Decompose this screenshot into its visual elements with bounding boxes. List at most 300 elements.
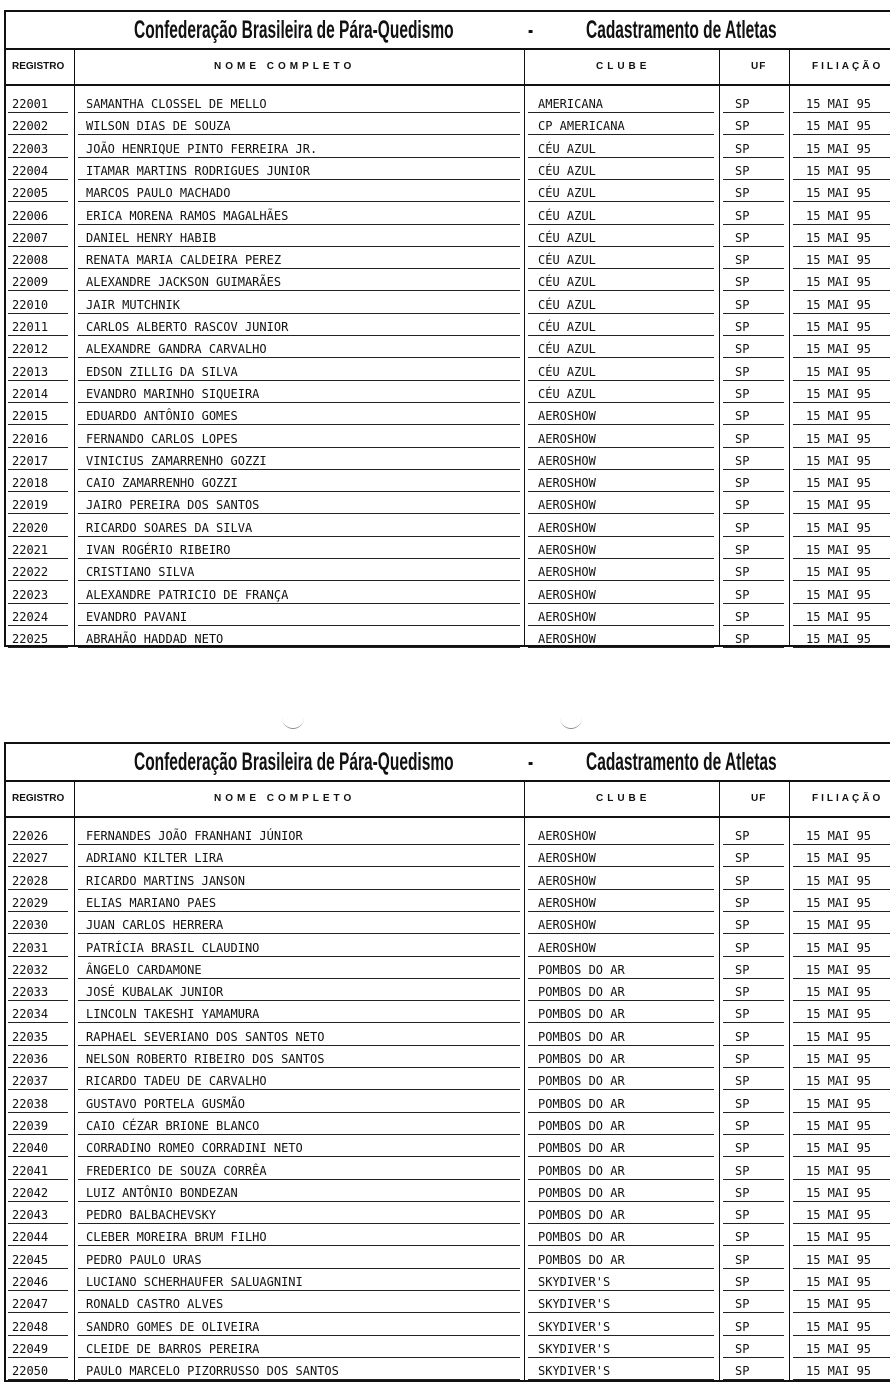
cell-registro: 22010 bbox=[12, 297, 49, 312]
table-row bbox=[6, 404, 890, 426]
cell-filiacao: 15 MAI 95 bbox=[806, 587, 872, 602]
cell-nome: GUSTAVO PORTELA GUSMÃO bbox=[86, 1096, 245, 1111]
row-underline bbox=[528, 1268, 714, 1269]
row-underline bbox=[528, 1379, 714, 1380]
row-underline bbox=[793, 357, 890, 358]
row-underline bbox=[78, 335, 520, 336]
row-underline bbox=[528, 1022, 714, 1023]
table-row bbox=[6, 1181, 890, 1203]
cell-clube: AEROSHOW bbox=[538, 609, 596, 624]
row-underline bbox=[793, 1134, 890, 1135]
cell-filiacao: 15 MAI 95 bbox=[806, 1185, 872, 1200]
cell-filiacao: 15 MAI 95 bbox=[806, 1052, 872, 1066]
row-underline bbox=[528, 911, 714, 912]
row-underline bbox=[8, 889, 68, 890]
header-clube: CLUBE bbox=[596, 793, 651, 804]
row-underline bbox=[793, 1223, 890, 1224]
cell-filiacao: 15 MAI 95 bbox=[806, 1118, 872, 1133]
table-row bbox=[6, 337, 890, 359]
row-underline bbox=[528, 290, 714, 291]
cell-filiacao: 15 MAI 95 bbox=[806, 275, 872, 290]
cell-nome: EVANDRO PAVANI bbox=[86, 609, 188, 624]
row-underline bbox=[528, 1223, 714, 1224]
sheet-title bbox=[6, 744, 890, 782]
header-nome: NOME COMPLETO bbox=[214, 793, 356, 804]
cell-uf: SP bbox=[735, 1297, 750, 1312]
cell-clube: POMBOS DO AR bbox=[538, 1141, 625, 1156]
cell-registro: 22040 bbox=[12, 1141, 49, 1156]
header-nome: NOME COMPLETO bbox=[214, 61, 356, 72]
cell-uf: SP bbox=[735, 1052, 750, 1066]
cell-registro: 22034 bbox=[12, 1007, 49, 1022]
cell-nome: PAULO MARCELO PIZORRUSSO DOS SANTOS bbox=[86, 1364, 339, 1379]
table-row bbox=[6, 114, 890, 136]
row-underline bbox=[793, 1201, 890, 1202]
row-underline bbox=[793, 1268, 890, 1269]
cell-registro: 22030 bbox=[12, 918, 49, 933]
row-underline bbox=[723, 1067, 784, 1068]
cell-uf: SP bbox=[735, 1118, 750, 1133]
cell-nome: FERNANDES JOÃO FRANHANI JÚNIOR bbox=[86, 829, 303, 843]
cell-uf: SP bbox=[735, 918, 750, 933]
table-row bbox=[6, 627, 890, 649]
cell-nome: ALEXANDRE PATRICIO DE FRANÇA bbox=[86, 587, 289, 602]
cell-clube: POMBOS DO AR bbox=[538, 1163, 625, 1178]
cell-clube: AEROSHOW bbox=[538, 829, 596, 843]
row-underline bbox=[78, 1089, 520, 1090]
row-underline bbox=[723, 1290, 784, 1291]
row-underline bbox=[793, 201, 890, 202]
row-underline bbox=[793, 179, 890, 180]
row-underline bbox=[528, 402, 714, 403]
cell-nome: CLEIDE DE BARROS PEREIRA bbox=[86, 1341, 260, 1356]
row-underline bbox=[723, 157, 784, 158]
row-underline bbox=[78, 1335, 520, 1336]
cell-filiacao: 15 MAI 95 bbox=[806, 409, 872, 424]
cell-uf: SP bbox=[735, 1007, 750, 1022]
cell-nome: SAMANTHA CLOSSEL DE MELLO bbox=[86, 97, 267, 111]
row-underline bbox=[8, 1290, 68, 1291]
cell-nome: ELIAS MARIANO PAES bbox=[86, 895, 217, 910]
cell-registro: 22018 bbox=[12, 476, 49, 491]
row-underline bbox=[793, 536, 890, 537]
cell-filiacao: 15 MAI 95 bbox=[806, 895, 872, 910]
cell-nome: MARCOS PAULO MACHADO bbox=[86, 186, 231, 201]
row-underline bbox=[78, 844, 520, 845]
cell-filiacao: 15 MAI 95 bbox=[806, 297, 872, 312]
cell-clube: AEROSHOW bbox=[538, 873, 596, 888]
row-underline bbox=[78, 513, 520, 514]
row-underline bbox=[78, 558, 520, 559]
row-underline bbox=[793, 1112, 890, 1113]
cell-nome: RONALD CASTRO ALVES bbox=[86, 1297, 224, 1312]
row-underline bbox=[793, 558, 890, 559]
cell-clube: CÉU AZUL bbox=[538, 253, 596, 268]
table-row bbox=[6, 181, 890, 203]
row-underline bbox=[8, 179, 68, 180]
cell-clube: CÉU AZUL bbox=[538, 320, 596, 334]
cell-filiacao: 15 MAI 95 bbox=[806, 1029, 872, 1044]
cell-clube: CÉU AZUL bbox=[538, 364, 596, 379]
row-underline bbox=[78, 313, 520, 314]
row-underline bbox=[78, 1245, 520, 1246]
cell-filiacao: 15 MAI 95 bbox=[806, 1341, 872, 1356]
row-underline bbox=[528, 956, 714, 957]
row-underline bbox=[793, 933, 890, 934]
row-underline bbox=[723, 246, 784, 247]
title-registration: Cadastramento de Atletas bbox=[586, 16, 777, 44]
table-row bbox=[6, 605, 890, 627]
row-underline bbox=[8, 1357, 68, 1358]
row-underline bbox=[78, 447, 520, 448]
row-underline bbox=[8, 1268, 68, 1269]
row-underline bbox=[8, 112, 68, 113]
row-underline bbox=[793, 1179, 890, 1180]
cell-registro: 22007 bbox=[12, 230, 49, 245]
cell-filiacao: 15 MAI 95 bbox=[806, 141, 872, 156]
cell-uf: SP bbox=[735, 364, 750, 379]
row-underline bbox=[528, 1201, 714, 1202]
row-underline bbox=[528, 246, 714, 247]
row-underline bbox=[8, 647, 68, 648]
cell-registro: 22027 bbox=[12, 851, 49, 866]
row-underline bbox=[8, 603, 68, 604]
punch-hole-mark bbox=[282, 716, 304, 729]
cell-uf: SP bbox=[735, 962, 750, 977]
row-underline bbox=[723, 1223, 784, 1224]
cell-filiacao: 15 MAI 95 bbox=[806, 918, 872, 933]
column-headers bbox=[6, 50, 890, 86]
cell-uf: SP bbox=[735, 141, 750, 156]
row-underline bbox=[723, 1045, 784, 1046]
cell-clube: AEROSHOW bbox=[538, 498, 596, 513]
cell-uf: SP bbox=[735, 1341, 750, 1356]
table-row bbox=[6, 1092, 890, 1114]
cell-filiacao: 15 MAI 95 bbox=[806, 1230, 872, 1245]
cell-clube: AEROSHOW bbox=[538, 476, 596, 491]
row-underline bbox=[8, 536, 68, 537]
cell-clube: POMBOS DO AR bbox=[538, 1074, 625, 1089]
row-underline bbox=[793, 290, 890, 291]
row-underline bbox=[528, 1179, 714, 1180]
cell-registro: 22015 bbox=[12, 409, 49, 424]
cell-registro: 22023 bbox=[12, 587, 49, 602]
cell-nome: JAIRO PEREIRA DOS SANTOS bbox=[86, 498, 260, 513]
row-underline bbox=[8, 1223, 68, 1224]
row-underline bbox=[723, 866, 784, 867]
table-row bbox=[6, 869, 890, 891]
row-underline bbox=[8, 134, 68, 135]
table-row bbox=[6, 936, 890, 958]
row-underline bbox=[723, 290, 784, 291]
cell-registro: 22045 bbox=[12, 1252, 49, 1267]
row-underline bbox=[78, 1290, 520, 1291]
row-underline bbox=[723, 911, 784, 912]
cell-uf: SP bbox=[735, 186, 750, 201]
cell-clube: AEROSHOW bbox=[538, 587, 596, 602]
cell-filiacao: 15 MAI 95 bbox=[806, 498, 872, 513]
cell-uf: SP bbox=[735, 1074, 750, 1089]
row-underline bbox=[8, 357, 68, 358]
row-underline bbox=[8, 513, 68, 514]
cell-filiacao: 15 MAI 95 bbox=[806, 364, 872, 379]
row-underline bbox=[723, 558, 784, 559]
row-underline bbox=[8, 866, 68, 867]
title-registration: Cadastramento de Atletas bbox=[586, 748, 777, 776]
row-underline bbox=[793, 1089, 890, 1090]
table-row bbox=[6, 1069, 890, 1091]
row-underline bbox=[793, 246, 890, 247]
row-underline bbox=[528, 1312, 714, 1313]
cell-nome: LUCIANO SCHERHAUFER SALUAGNINI bbox=[86, 1275, 303, 1289]
row-underline bbox=[8, 246, 68, 247]
cell-nome: FERNANDO CARLOS LOPES bbox=[86, 431, 238, 446]
cell-filiacao: 15 MAI 95 bbox=[806, 1096, 872, 1111]
cell-uf: SP bbox=[735, 386, 750, 401]
cell-filiacao: 15 MAI 95 bbox=[806, 1319, 872, 1334]
cell-filiacao: 15 MAI 95 bbox=[806, 320, 872, 334]
row-underline bbox=[78, 112, 520, 113]
header-registro: REGISTRO bbox=[12, 61, 65, 72]
cell-uf: SP bbox=[735, 940, 750, 955]
row-underline bbox=[8, 402, 68, 403]
cell-registro: 22038 bbox=[12, 1096, 49, 1111]
row-underline bbox=[78, 201, 520, 202]
row-underline bbox=[723, 134, 784, 135]
cell-clube: AEROSHOW bbox=[538, 409, 596, 424]
cell-clube: AEROSHOW bbox=[538, 940, 596, 955]
row-underline bbox=[78, 933, 520, 934]
row-underline bbox=[793, 1357, 890, 1358]
cell-uf: SP bbox=[735, 543, 750, 557]
row-underline bbox=[723, 647, 784, 648]
row-underline bbox=[528, 157, 714, 158]
cell-nome: ÂNGELO CARDAMONE bbox=[86, 962, 202, 977]
cell-nome: ERICA MORENA RAMOS MAGALHÃES bbox=[86, 208, 289, 223]
row-underline bbox=[793, 157, 890, 158]
cell-nome: DANIEL HENRY HABIB bbox=[86, 230, 217, 245]
row-underline bbox=[723, 313, 784, 314]
cell-clube: POMBOS DO AR bbox=[538, 1096, 625, 1111]
row-underline bbox=[793, 647, 890, 648]
cell-uf: SP bbox=[735, 275, 750, 290]
column-headers bbox=[6, 782, 890, 818]
row-underline bbox=[793, 1022, 890, 1023]
cell-registro: 22020 bbox=[12, 520, 49, 535]
cell-clube: POMBOS DO AR bbox=[538, 1052, 625, 1066]
cell-nome: JAIR MUTCHNIK bbox=[86, 297, 180, 312]
table-row bbox=[6, 1315, 890, 1337]
row-underline bbox=[8, 1179, 68, 1180]
cell-nome: EVANDRO MARINHO SIQUEIRA bbox=[86, 386, 260, 401]
row-underline bbox=[78, 1201, 520, 1202]
cell-uf: SP bbox=[735, 565, 750, 580]
row-underline bbox=[528, 844, 714, 845]
row-underline bbox=[8, 469, 68, 470]
cell-uf: SP bbox=[735, 230, 750, 245]
row-underline bbox=[793, 224, 890, 225]
cell-registro: 22008 bbox=[12, 253, 49, 268]
row-underline bbox=[528, 1067, 714, 1068]
cell-registro: 22021 bbox=[12, 543, 49, 557]
row-underline bbox=[723, 179, 784, 180]
row-underline bbox=[528, 1335, 714, 1336]
row-underline bbox=[528, 1112, 714, 1113]
row-underline bbox=[723, 1089, 784, 1090]
cell-registro: 22028 bbox=[12, 873, 49, 888]
table-row bbox=[6, 1136, 890, 1158]
cell-uf: SP bbox=[735, 985, 750, 1000]
row-underline bbox=[8, 933, 68, 934]
cell-nome: RENATA MARIA CALDEIRA PEREZ bbox=[86, 253, 282, 268]
cell-clube: SKYDIVER'S bbox=[538, 1297, 611, 1312]
cell-filiacao: 15 MAI 95 bbox=[806, 873, 872, 888]
row-underline bbox=[793, 1290, 890, 1291]
table-row bbox=[6, 449, 890, 471]
row-underline bbox=[723, 1357, 784, 1358]
cell-filiacao: 15 MAI 95 bbox=[806, 97, 872, 111]
row-underline bbox=[793, 889, 890, 890]
header-clube: CLUBE bbox=[596, 61, 651, 72]
table-row bbox=[6, 427, 890, 449]
row-underline bbox=[528, 1045, 714, 1046]
cell-nome: ITAMAR MARTINS RODRIGUES JUNIOR bbox=[86, 163, 310, 178]
row-underline bbox=[8, 1089, 68, 1090]
cell-filiacao: 15 MAI 95 bbox=[806, 940, 872, 955]
cell-nome: ADRIANO KILTER LIRA bbox=[86, 851, 224, 866]
cell-registro: 22037 bbox=[12, 1074, 49, 1089]
row-underline bbox=[8, 424, 68, 425]
cell-filiacao: 15 MAI 95 bbox=[806, 1141, 872, 1156]
cell-clube: SKYDIVER'S bbox=[538, 1364, 611, 1379]
cell-uf: SP bbox=[735, 297, 750, 312]
cell-nome: PEDRO BALBACHEVSKY bbox=[86, 1208, 217, 1223]
row-underline bbox=[8, 1000, 68, 1001]
row-underline bbox=[723, 513, 784, 514]
table-row bbox=[6, 1002, 890, 1024]
table-row bbox=[6, 516, 890, 538]
cell-clube: AMERICANA bbox=[538, 97, 604, 111]
cell-uf: SP bbox=[735, 119, 750, 134]
cell-registro: 22006 bbox=[12, 208, 49, 223]
table-row bbox=[6, 270, 890, 292]
table-row bbox=[6, 1159, 890, 1181]
row-underline bbox=[723, 1245, 784, 1246]
cell-uf: SP bbox=[735, 1141, 750, 1156]
cell-clube: POMBOS DO AR bbox=[538, 1252, 625, 1267]
row-underline bbox=[723, 201, 784, 202]
cell-uf: SP bbox=[735, 1252, 750, 1267]
row-underline bbox=[528, 357, 714, 358]
cell-clube: POMBOS DO AR bbox=[538, 1208, 625, 1223]
row-underline bbox=[723, 1156, 784, 1157]
cell-nome: WILSON DIAS DE SOUZA bbox=[86, 119, 231, 134]
row-underline bbox=[8, 1134, 68, 1135]
row-underline bbox=[793, 1000, 890, 1001]
table-row bbox=[6, 204, 890, 226]
row-underline bbox=[528, 536, 714, 537]
table-row bbox=[6, 226, 890, 248]
row-underline bbox=[793, 424, 890, 425]
cell-clube: CÉU AZUL bbox=[538, 208, 596, 223]
cell-filiacao: 15 MAI 95 bbox=[806, 1163, 872, 1178]
cell-clube: AEROSHOW bbox=[538, 632, 596, 647]
row-underline bbox=[723, 357, 784, 358]
row-underline bbox=[528, 224, 714, 225]
row-underline bbox=[528, 1000, 714, 1001]
row-underline bbox=[528, 134, 714, 135]
row-underline bbox=[8, 380, 68, 381]
cell-registro: 22004 bbox=[12, 163, 49, 178]
row-underline bbox=[723, 1201, 784, 1202]
cell-registro: 22048 bbox=[12, 1319, 49, 1334]
row-underline bbox=[78, 469, 520, 470]
row-underline bbox=[78, 357, 520, 358]
row-underline bbox=[78, 647, 520, 648]
row-underline bbox=[78, 1223, 520, 1224]
cell-filiacao: 15 MAI 95 bbox=[806, 476, 872, 491]
cell-uf: SP bbox=[735, 1275, 750, 1289]
row-underline bbox=[8, 580, 68, 581]
row-underline bbox=[528, 424, 714, 425]
cell-uf: SP bbox=[735, 895, 750, 910]
row-underline bbox=[793, 978, 890, 979]
cell-uf: SP bbox=[735, 453, 750, 468]
cell-uf: SP bbox=[735, 851, 750, 866]
row-underline bbox=[793, 112, 890, 113]
table-row bbox=[6, 980, 890, 1002]
row-underline bbox=[528, 1089, 714, 1090]
cell-filiacao: 15 MAI 95 bbox=[806, 1297, 872, 1312]
cell-filiacao: 15 MAI 95 bbox=[806, 543, 872, 557]
row-underline bbox=[8, 335, 68, 336]
cell-nome: NELSON ROBERTO RIBEIRO DOS SANTOS bbox=[86, 1052, 325, 1066]
cell-clube: AEROSHOW bbox=[538, 431, 596, 446]
row-underline bbox=[793, 1245, 890, 1246]
punch-hole-mark bbox=[560, 716, 582, 729]
cell-registro: 22011 bbox=[12, 320, 49, 334]
cell-uf: SP bbox=[735, 431, 750, 446]
table-row bbox=[6, 315, 890, 337]
cell-clube: POMBOS DO AR bbox=[538, 1007, 625, 1022]
row-underline bbox=[8, 1379, 68, 1380]
table-row bbox=[6, 471, 890, 493]
header-filiacao: FILIAÇÃO bbox=[812, 61, 884, 72]
table-row bbox=[6, 1292, 890, 1314]
row-underline bbox=[78, 1357, 520, 1358]
cell-clube: AEROSHOW bbox=[538, 565, 596, 580]
table-row bbox=[6, 137, 890, 159]
cell-filiacao: 15 MAI 95 bbox=[806, 163, 872, 178]
cell-clube: SKYDIVER'S bbox=[538, 1341, 611, 1356]
cell-clube: CÉU AZUL bbox=[538, 230, 596, 245]
cell-nome: ALEXANDRE JACKSON GUIMARÃES bbox=[86, 275, 282, 290]
cell-nome: JOÃO HENRIQUE PINTO FERREIRA JR. bbox=[86, 141, 318, 156]
row-underline bbox=[723, 1312, 784, 1313]
table-row bbox=[6, 1225, 890, 1247]
cell-uf: SP bbox=[735, 1208, 750, 1223]
cell-filiacao: 15 MAI 95 bbox=[806, 1364, 872, 1379]
row-underline bbox=[723, 933, 784, 934]
row-underline bbox=[528, 647, 714, 648]
table-row bbox=[6, 493, 890, 515]
row-underline bbox=[723, 1000, 784, 1001]
row-underline bbox=[78, 536, 520, 537]
row-underline bbox=[528, 978, 714, 979]
row-underline bbox=[78, 1156, 520, 1157]
cell-uf: SP bbox=[735, 208, 750, 223]
cell-registro: 22047 bbox=[12, 1297, 49, 1312]
